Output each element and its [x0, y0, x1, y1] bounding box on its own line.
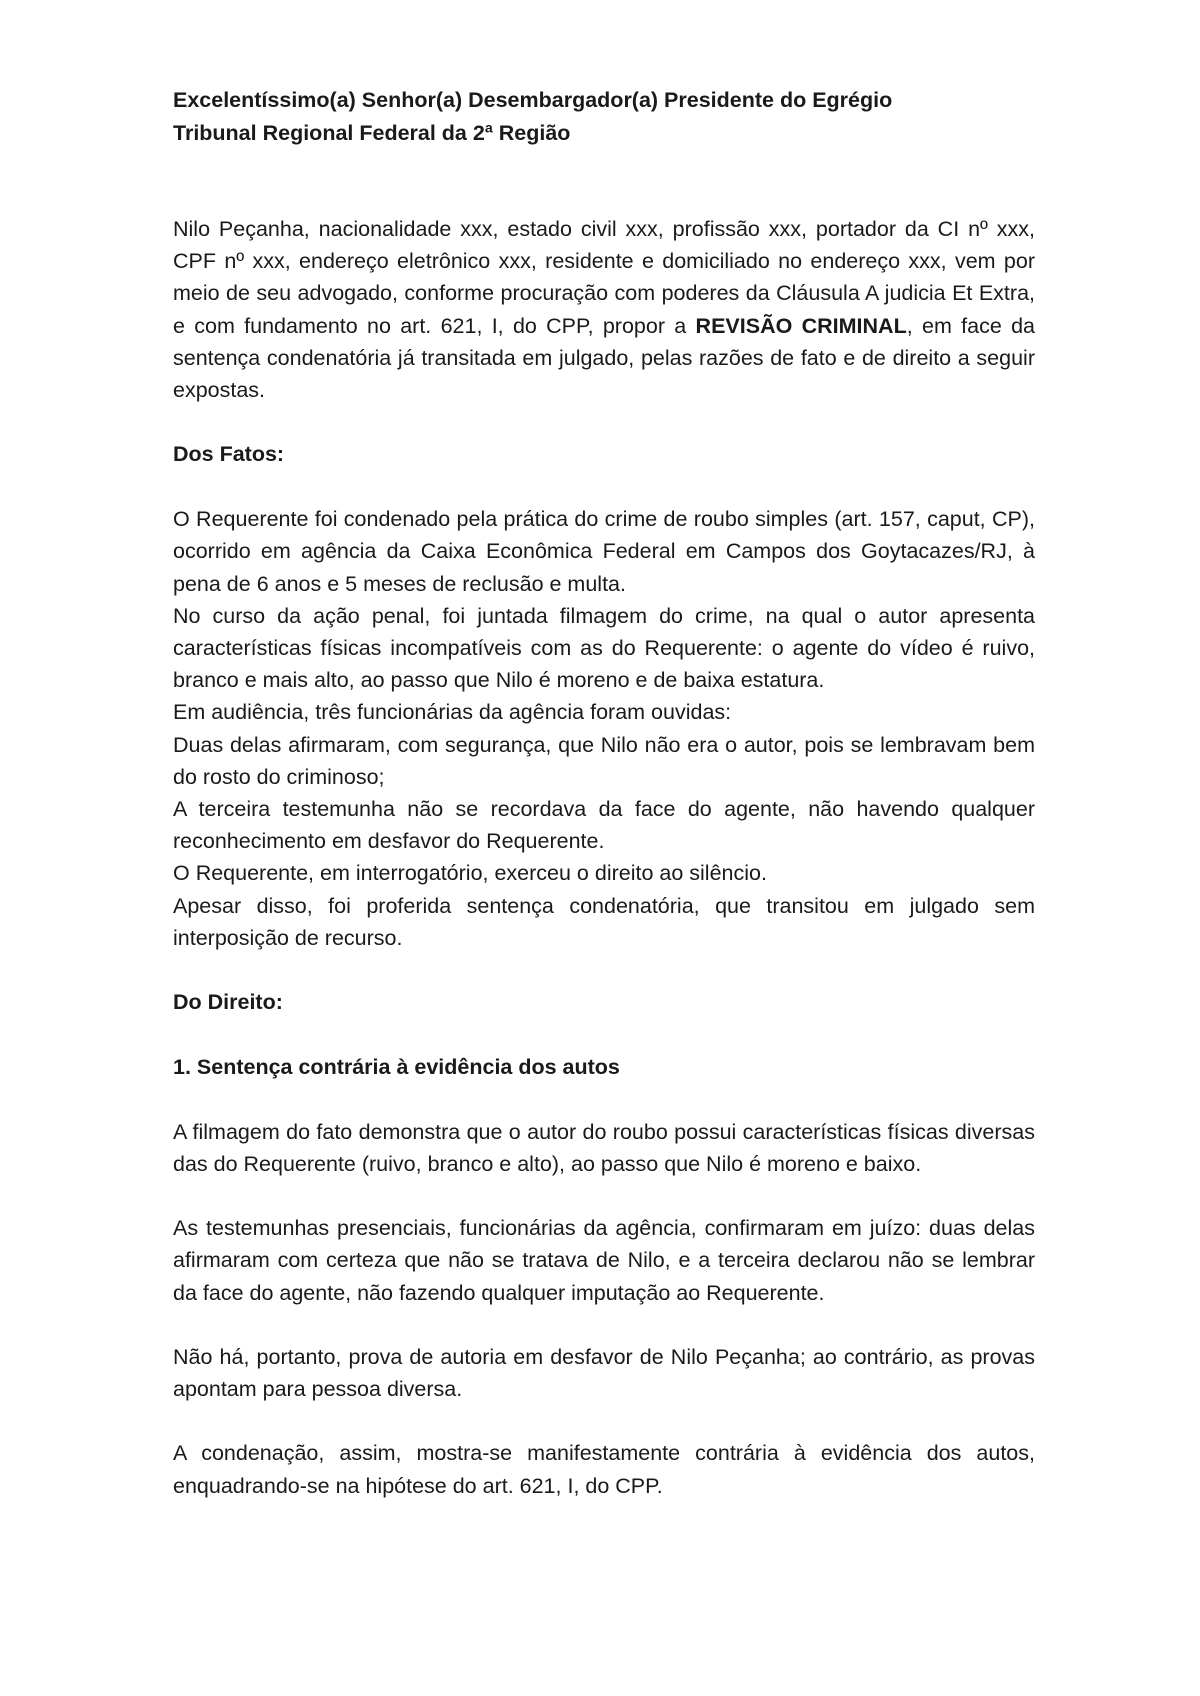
section-heading-fatos: Dos Fatos:	[173, 442, 285, 467]
subsection-heading-1: 1. Sentença contrária à evidência dos autos	[173, 1054, 620, 1079]
document-page	[173, 84, 1035, 1502]
fatos-paragraph-5: A terceira testemunha não se recordava da face do agente, não havendo qualquer reconhecimento em desfavor do Requerente.	[173, 796, 1035, 854]
intro-paragraph	[173, 213, 1035, 406]
direito-paragraph-3: Não há, portanto, prova de autoria em desfavor de Nilo Peçanha; ao contrário, as provas apontam para pessoa diversa.	[173, 1344, 1035, 1402]
direito-paragraph-2: As testemunhas presenciais, funcionárias da agência, confirmaram em juízo: duas delas afirmaram com certeza que não se tratava de Nilo, e a terceira declarou não se lembrar da face do agente, não fazendo qualquer imputação ao Requerente.	[173, 1216, 1035, 1305]
revisao-criminal-title: REVISÃO CRIMINAL	[695, 313, 907, 338]
intro-text-start: Nilo Peçanha, nacionalidade xxx, estado civil xxx, profissão xxx, portador da CI nº xxx, CPF nº xxx, endereço eletrônico xxx, residente e domiciliado no endereço xxx, vem por meio de seu advogado, conforme procuração com poderes da Cláusula A judicia Et Extra, e com fundamento no art. 621, I, do CPP, propor a	[173, 217, 1035, 338]
fatos-paragraph-7: Apesar disso, foi proferida sentença condenatória, que transitou em julgado sem interposição de recurso.	[173, 893, 1035, 950]
fatos-paragraph-1: O Requerente foi condenado pela prática do crime de roubo simples (art. 157, caput, CP), ocorrido em agência da Caixa Econômica Federal em Campos dos Goytacazes/RJ, à pena de 6 anos e 5 meses de reclusão e multa.	[173, 507, 1035, 596]
addressee-line-2: Tribunal Regional Federal da 2ª Região	[173, 120, 571, 145]
fatos-paragraph-3: Em audiência, três funcionárias da agência foram ouvidas:	[173, 700, 732, 725]
intro-text-end: , em face da sentença condenatória já transitada em julgado, pelas razões de fato e de direito a seguir expostas.	[173, 313, 1035, 403]
section-heading-direito: Do Direito:	[173, 990, 283, 1015]
fatos-paragraph-4: Duas delas afirmaram, com segurança, que Nilo não era o autor, pois se lembravam bem do rosto do criminoso;	[173, 732, 1035, 789]
addressee-line-1: Excelentíssimo(a) Senhor(a) Desembargador(a) Presidente do Egrégio	[173, 88, 893, 112]
direito-paragraph-4: A condenação, assim, mostra-se manifestamente contrária à evidência dos autos, enquadrando-se na hipótese do art. 621, I, do CPP.	[173, 1441, 1035, 1498]
fatos-paragraph-2: No curso da ação penal, foi juntada filmagem do crime, na qual o autor apresenta características físicas incompatíveis com as do Requerente: o agente do vídeo é ruivo, branco e mais alto, ao passo que Nilo é moreno e de baixa estatura.	[173, 603, 1035, 693]
fatos-paragraph-6: O Requerente, em interrogatório, exerceu o direito ao silêncio.	[173, 861, 767, 886]
direito-paragraph-1: A filmagem do fato demonstra que o autor do roubo possui características físicas diversas das do Requerente (ruivo, branco e alto), ao passo que Nilo é moreno e baixo.	[173, 1119, 1035, 1176]
addressee-block	[173, 84, 1035, 149]
